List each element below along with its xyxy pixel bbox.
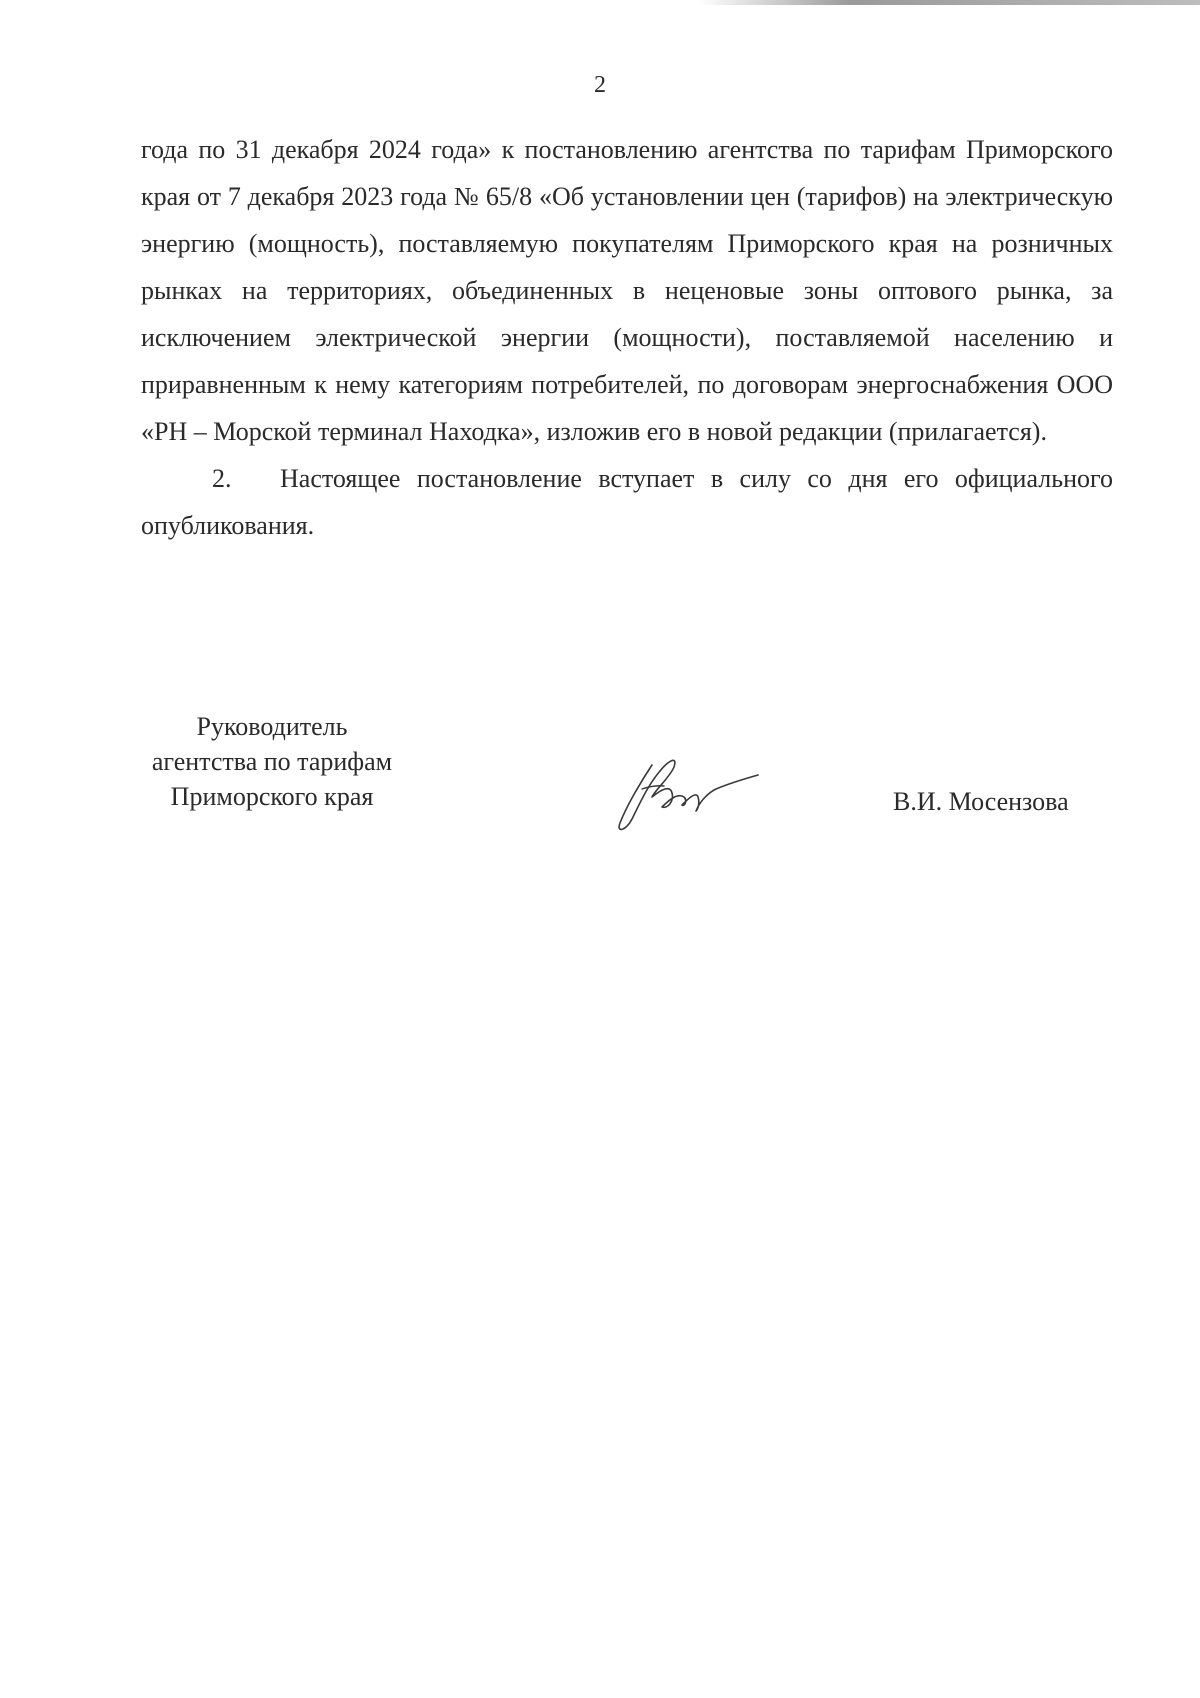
signatory-title-line-2: агентства по тарифам bbox=[151, 747, 393, 776]
signatory-title-line-1: Руководитель bbox=[196, 712, 348, 741]
paragraph-continuation: года по 31 декабря 2024 года» к постановлению агентства по тарифам Приморского края от 7 декабря 2023 года № 65/8 «Об установлении цен (тарифов) на электрическую энергию (мощность), поставляемую покупателям Приморского края на розничных рынках на территориях, объединенных в неценовые зоны оптового рынка, за исключением электрической энергии (мощности), поставляемой населению и приравненным к нему категориям потребителей, по договорам энергоснабжения ООО «РН – Морской терминал Находка», изложив его в новой редакции (прилагается). bbox=[141, 135, 1113, 446]
scan-edge bbox=[700, 0, 1200, 5]
signer-name: В.И. Мосензова bbox=[893, 787, 1069, 816]
page-number: 2 bbox=[594, 72, 606, 98]
document-body bbox=[141, 126, 1113, 549]
item-2-text: Настоящее постановление вступает в силу со дня его официального опубликования. bbox=[141, 464, 1113, 540]
item-number: 2. bbox=[212, 464, 232, 493]
signatory-title-line-3: Приморского края bbox=[170, 782, 374, 811]
signatory-title bbox=[130, 709, 414, 814]
handwritten-signature bbox=[612, 745, 762, 835]
paragraph-item-2 bbox=[141, 455, 1113, 549]
